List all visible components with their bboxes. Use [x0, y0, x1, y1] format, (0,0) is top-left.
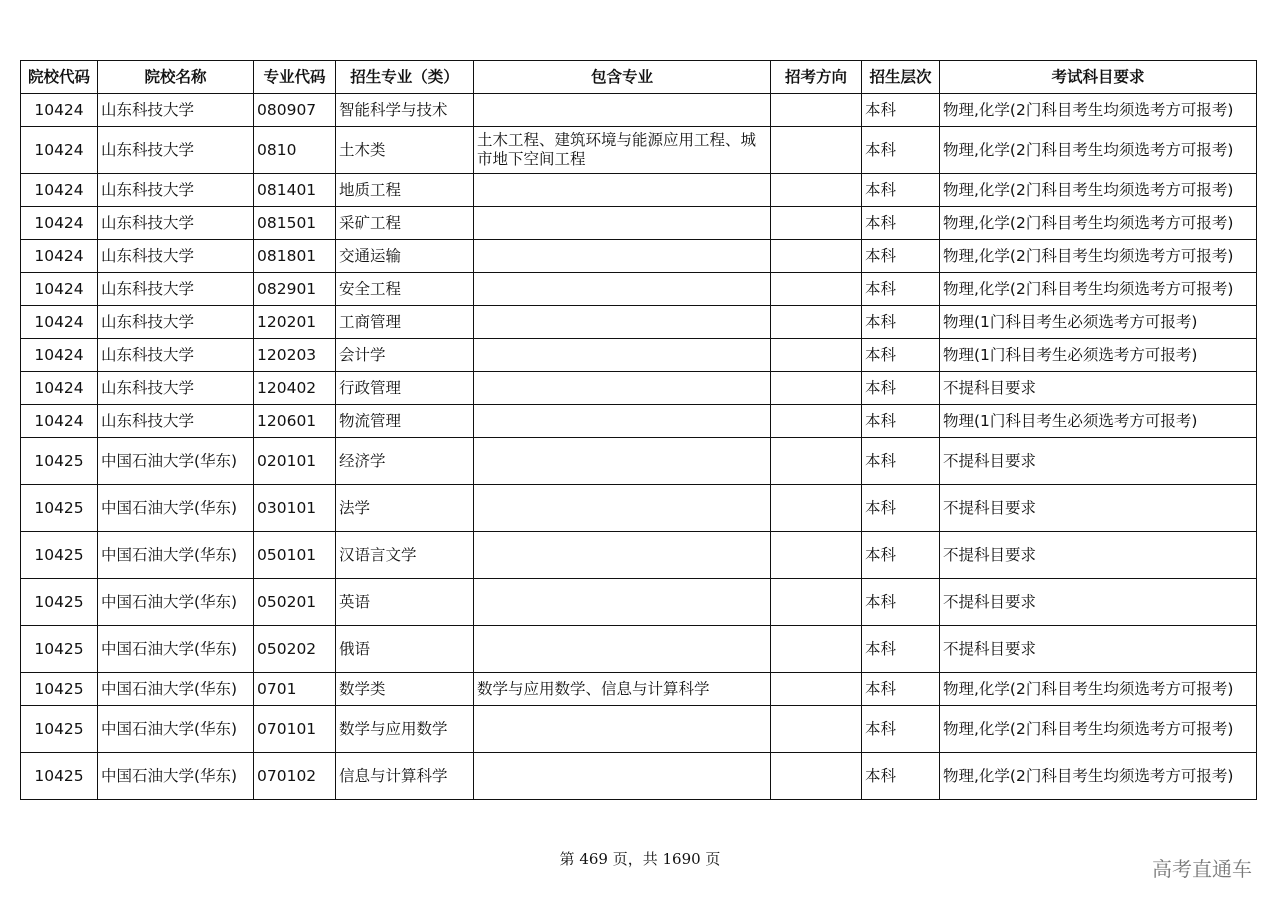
cell-included-majors	[474, 174, 771, 207]
cell-school-code: 10425	[21, 532, 98, 579]
cell-major-code: 030101	[254, 485, 336, 532]
cell-major: 会计学	[336, 339, 474, 372]
cell-major: 采矿工程	[336, 207, 474, 240]
cell-school-code: 10425	[21, 753, 98, 800]
cell-major: 土木类	[336, 127, 474, 174]
header-school-code: 院校代码	[21, 61, 98, 94]
cell-school-code: 10424	[21, 306, 98, 339]
cell-direction	[771, 405, 862, 438]
header-direction: 招考方向	[771, 61, 862, 94]
cell-subject-requirements: 物理,化学(2门科目考生均须选考方可报考)	[940, 94, 1257, 127]
table-row	[21, 207, 1257, 240]
cell-major: 英语	[336, 579, 474, 626]
cell-school-code: 10424	[21, 273, 98, 306]
cell-school-code: 10424	[21, 94, 98, 127]
cell-school-name: 山东科技大学	[98, 94, 254, 127]
header-major-code: 专业代码	[254, 61, 336, 94]
cell-subject-requirements: 物理,化学(2门科目考生均须选考方可报考)	[940, 127, 1257, 174]
cell-major-code: 081401	[254, 174, 336, 207]
cell-direction	[771, 753, 862, 800]
cell-major-code: 050202	[254, 626, 336, 673]
cell-major-code: 050201	[254, 579, 336, 626]
table-row	[21, 626, 1257, 673]
cell-school-name: 山东科技大学	[98, 174, 254, 207]
cell-subject-requirements: 不提科目要求	[940, 579, 1257, 626]
cell-major-code: 120201	[254, 306, 336, 339]
cell-subject-requirements: 物理,化学(2门科目考生均须选考方可报考)	[940, 273, 1257, 306]
cell-school-name: 山东科技大学	[98, 207, 254, 240]
cell-direction	[771, 94, 862, 127]
cell-major: 工商管理	[336, 306, 474, 339]
cell-major: 智能科学与技术	[336, 94, 474, 127]
table-row	[21, 273, 1257, 306]
cell-direction	[771, 174, 862, 207]
cell-major-code: 081801	[254, 240, 336, 273]
cell-school-name: 中国石油大学(华东)	[98, 753, 254, 800]
cell-included-majors	[474, 207, 771, 240]
cell-level: 本科	[862, 372, 940, 405]
cell-included-majors	[474, 372, 771, 405]
cell-subject-requirements: 物理,化学(2门科目考生均须选考方可报考)	[940, 673, 1257, 706]
cell-direction	[771, 485, 862, 532]
cell-school-code: 10425	[21, 626, 98, 673]
cell-major-code: 0810	[254, 127, 336, 174]
cell-school-name: 山东科技大学	[98, 127, 254, 174]
cell-major-code: 120601	[254, 405, 336, 438]
cell-level: 本科	[862, 94, 940, 127]
cell-school-code: 10424	[21, 207, 98, 240]
cell-direction	[771, 273, 862, 306]
table-row	[21, 127, 1257, 174]
cell-direction	[771, 438, 862, 485]
cell-level: 本科	[862, 273, 940, 306]
cell-school-code: 10425	[21, 673, 98, 706]
cell-school-name: 中国石油大学(华东)	[98, 532, 254, 579]
cell-school-code: 10424	[21, 127, 98, 174]
cell-major-code: 080907	[254, 94, 336, 127]
cell-direction	[771, 372, 862, 405]
cell-included-majors	[474, 626, 771, 673]
cell-direction	[771, 579, 862, 626]
cell-school-name: 中国石油大学(华东)	[98, 706, 254, 753]
table-row	[21, 174, 1257, 207]
cell-level: 本科	[862, 626, 940, 673]
cell-included-majors	[474, 532, 771, 579]
cell-subject-requirements: 物理,化学(2门科目考生均须选考方可报考)	[940, 706, 1257, 753]
cell-school-name: 山东科技大学	[98, 405, 254, 438]
cell-major-code: 120402	[254, 372, 336, 405]
cell-level: 本科	[862, 405, 940, 438]
cell-included-majors	[474, 405, 771, 438]
cell-major: 俄语	[336, 626, 474, 673]
cell-major: 交通运输	[336, 240, 474, 273]
cell-subject-requirements: 不提科目要求	[940, 438, 1257, 485]
cell-major: 数学与应用数学	[336, 706, 474, 753]
cell-subject-requirements: 不提科目要求	[940, 372, 1257, 405]
cell-included-majors	[474, 579, 771, 626]
cell-direction	[771, 673, 862, 706]
cell-school-name: 山东科技大学	[98, 240, 254, 273]
cell-direction	[771, 706, 862, 753]
table-row	[21, 240, 1257, 273]
cell-school-code: 10425	[21, 485, 98, 532]
cell-subject-requirements: 物理,化学(2门科目考生均须选考方可报考)	[940, 207, 1257, 240]
cell-level: 本科	[862, 207, 940, 240]
cell-school-code: 10424	[21, 405, 98, 438]
cell-major: 信息与计算科学	[336, 753, 474, 800]
cell-level: 本科	[862, 339, 940, 372]
cell-school-name: 山东科技大学	[98, 372, 254, 405]
cell-level: 本科	[862, 485, 940, 532]
cell-level: 本科	[862, 438, 940, 485]
page-number: 第 469 页，共 1690 页	[559, 850, 721, 868]
table-body	[21, 94, 1257, 800]
cell-subject-requirements: 不提科目要求	[940, 485, 1257, 532]
cell-included-majors: 土木工程、建筑环境与能源应用工程、城市地下空间工程	[474, 127, 771, 174]
cell-included-majors	[474, 339, 771, 372]
cell-subject-requirements: 不提科目要求	[940, 532, 1257, 579]
cell-included-majors	[474, 94, 771, 127]
table-header-row	[21, 61, 1257, 94]
cell-major-code: 070101	[254, 706, 336, 753]
cell-major-code: 070102	[254, 753, 336, 800]
table-row	[21, 485, 1257, 532]
cell-school-code: 10424	[21, 372, 98, 405]
cell-direction	[771, 127, 862, 174]
cell-included-majors	[474, 306, 771, 339]
cell-school-name: 中国石油大学(华东)	[98, 626, 254, 673]
cell-subject-requirements: 物理,化学(2门科目考生均须选考方可报考)	[940, 174, 1257, 207]
cell-direction	[771, 339, 862, 372]
cell-school-name: 山东科技大学	[98, 306, 254, 339]
table-row	[21, 94, 1257, 127]
cell-school-code: 10425	[21, 706, 98, 753]
header-subject-requirements: 考试科目要求	[940, 61, 1257, 94]
cell-subject-requirements: 物理,化学(2门科目考生均须选考方可报考)	[940, 240, 1257, 273]
cell-direction	[771, 240, 862, 273]
cell-major: 法学	[336, 485, 474, 532]
header-level: 招生层次	[862, 61, 940, 94]
cell-major: 物流管理	[336, 405, 474, 438]
table-row	[21, 706, 1257, 753]
cell-school-name: 中国石油大学(华东)	[98, 485, 254, 532]
cell-direction	[771, 207, 862, 240]
cell-included-majors	[474, 485, 771, 532]
cell-school-name: 中国石油大学(华东)	[98, 438, 254, 485]
cell-level: 本科	[862, 306, 940, 339]
cell-subject-requirements: 物理(1门科目考生必须选考方可报考)	[940, 405, 1257, 438]
cell-direction	[771, 626, 862, 673]
header-major: 招生专业（类）	[336, 61, 474, 94]
cell-level: 本科	[862, 673, 940, 706]
table-row	[21, 438, 1257, 485]
cell-school-code: 10425	[21, 438, 98, 485]
cell-subject-requirements: 物理,化学(2门科目考生均须选考方可报考)	[940, 753, 1257, 800]
cell-level: 本科	[862, 240, 940, 273]
cell-level: 本科	[862, 127, 940, 174]
cell-direction	[771, 532, 862, 579]
cell-school-code: 10425	[21, 579, 98, 626]
cell-direction	[771, 306, 862, 339]
cell-included-majors	[474, 273, 771, 306]
subject-requirements-table	[20, 60, 1257, 800]
cell-major: 数学类	[336, 673, 474, 706]
table-row	[21, 673, 1257, 706]
cell-included-majors	[474, 240, 771, 273]
cell-major-code: 120203	[254, 339, 336, 372]
cell-school-name: 中国石油大学(华东)	[98, 673, 254, 706]
table-row	[21, 339, 1257, 372]
cell-major: 汉语言文学	[336, 532, 474, 579]
cell-school-name: 山东科技大学	[98, 273, 254, 306]
table-row	[21, 306, 1257, 339]
cell-level: 本科	[862, 174, 940, 207]
cell-major-code: 082901	[254, 273, 336, 306]
cell-major: 行政管理	[336, 372, 474, 405]
cell-major: 经济学	[336, 438, 474, 485]
header-included-majors: 包含专业	[474, 61, 771, 94]
cell-subject-requirements: 物理(1门科目考生必须选考方可报考)	[940, 306, 1257, 339]
header-school-name: 院校名称	[98, 61, 254, 94]
cell-included-majors	[474, 706, 771, 753]
cell-major-code: 050101	[254, 532, 336, 579]
table-row	[21, 579, 1257, 626]
cell-school-code: 10424	[21, 174, 98, 207]
cell-major: 安全工程	[336, 273, 474, 306]
cell-included-majors: 数学与应用数学、信息与计算科学	[474, 673, 771, 706]
cell-school-name: 山东科技大学	[98, 339, 254, 372]
watermark-logo-text: 高考直通车	[1152, 857, 1252, 881]
cell-school-code: 10424	[21, 240, 98, 273]
cell-level: 本科	[862, 753, 940, 800]
table-row	[21, 405, 1257, 438]
table-row	[21, 753, 1257, 800]
cell-major-code: 020101	[254, 438, 336, 485]
cell-major: 地质工程	[336, 174, 474, 207]
cell-major-code: 081501	[254, 207, 336, 240]
table-row	[21, 372, 1257, 405]
cell-school-code: 10424	[21, 339, 98, 372]
cell-level: 本科	[862, 706, 940, 753]
cell-subject-requirements: 不提科目要求	[940, 626, 1257, 673]
cell-included-majors	[474, 753, 771, 800]
cell-subject-requirements: 物理(1门科目考生必须选考方可报考)	[940, 339, 1257, 372]
table-row	[21, 532, 1257, 579]
cell-major-code: 0701	[254, 673, 336, 706]
cell-school-name: 中国石油大学(华东)	[98, 579, 254, 626]
cell-level: 本科	[862, 579, 940, 626]
cell-level: 本科	[862, 532, 940, 579]
cell-included-majors	[474, 438, 771, 485]
